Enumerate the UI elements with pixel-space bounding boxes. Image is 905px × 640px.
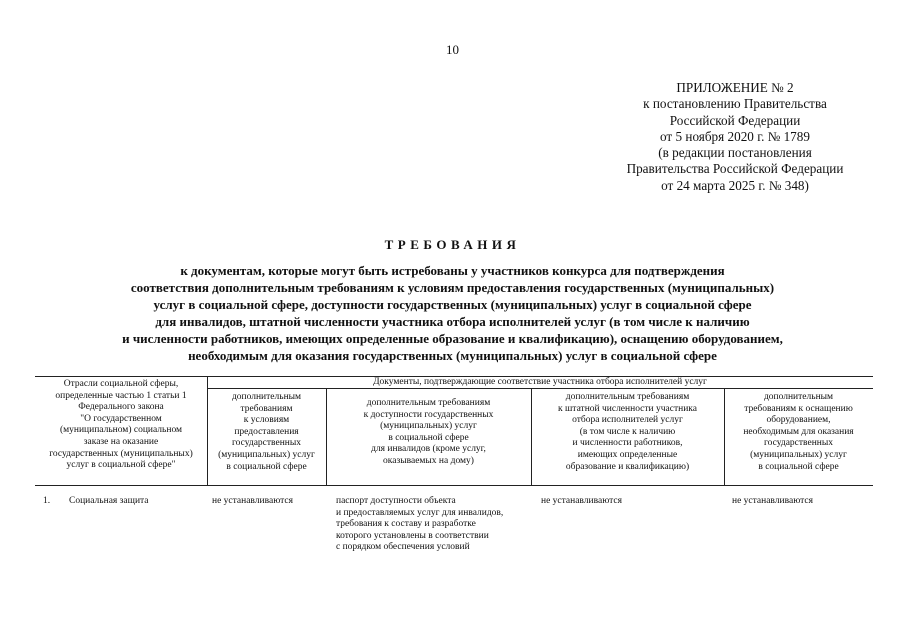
header-line: оборудованием, — [766, 415, 831, 426]
header-line: дополнительным требованиям — [366, 398, 491, 408]
row-accessibility-value — [336, 496, 503, 554]
appendix-line: от 24 марта 2025 г. № 348) — [661, 177, 809, 193]
header-line: государственных — [763, 438, 833, 449]
appendix-line: Правительства Российской Федерации — [626, 161, 844, 177]
header-sectors — [35, 379, 207, 472]
header-line: к условиям — [243, 415, 290, 426]
cell-line: и предоставляемых услуг для инвалидов, — [336, 507, 504, 518]
appendix-line: (в редакции постановления — [658, 145, 812, 161]
subtitle-line: соответствия дополнительным требованиям к условиям предоставления государственных (муниципальных) — [130, 280, 775, 295]
header-line: заказе на оказание — [83, 436, 159, 447]
subtitle-line: к документам, которые могут быть истребованы у участников конкурса для подтверждения — [180, 263, 725, 278]
header-line: отбора исполнителей услуг — [572, 415, 683, 426]
subtitle-line: для инвалидов, штатной численности участника отбора исполнителей услуг (в том числе к наличию — [155, 314, 750, 329]
header-line: необходимым для оказания — [743, 426, 854, 437]
header-line: предоставления — [234, 426, 299, 437]
header-line: дополнительным требованиям — [565, 392, 690, 402]
header-accessibility — [326, 398, 531, 468]
header-line: (муниципальных) услуг — [380, 421, 477, 432]
header-line: в социальной сфере — [758, 461, 839, 472]
document-subtitle — [40, 262, 865, 364]
row-conditions-value: не устанавливаются — [212, 496, 294, 506]
header-line: для инвалидов (кроме услуг, — [371, 444, 486, 455]
row-equipment-value: не устанавливаются — [732, 496, 814, 506]
row-number: 1. — [43, 496, 51, 506]
header-line: (муниципальных) услуг — [218, 449, 315, 460]
cell-line: требования к составу и разработке — [336, 519, 476, 530]
subtitle-line: необходимым для оказания государственных (муниципальных) услуг в социальной сфере — [188, 348, 717, 363]
requirements-table — [35, 376, 873, 486]
cell-line: с порядком обеспечения условий — [336, 542, 470, 553]
header-line: образование и квалификацию) — [565, 461, 690, 472]
header-conditions — [207, 392, 326, 473]
header-line: (в том числе к наличию — [579, 426, 676, 437]
page-number: 10 — [446, 42, 459, 57]
header-line: требованиям — [240, 403, 293, 414]
header-line: услуг в социальной сфере" — [66, 460, 176, 471]
appendix-block — [600, 80, 870, 194]
row-staff-value: не устанавливаются — [541, 496, 623, 506]
cell-line: которого установлены в соответствии — [336, 530, 489, 541]
header-line: оказываемых на дому) — [383, 455, 474, 466]
header-line: дополнительным — [231, 392, 302, 402]
header-line: дополнительным — [763, 392, 834, 402]
table-header-bottom-rule — [35, 485, 873, 486]
cell-line: паспорт доступности объекта — [336, 496, 456, 506]
header-line: к доступности государственных — [363, 409, 494, 420]
document-title: ТРЕБОВАНИЯ — [384, 237, 521, 252]
header-staff — [531, 392, 724, 473]
header-line: (муниципальных) услуг — [750, 449, 847, 460]
appendix-line: от 5 ноября 2020 г. № 1789 — [660, 128, 810, 144]
header-line: Федерального закона — [78, 402, 164, 413]
header-line: "О государственном — [80, 413, 162, 424]
header-line: в социальной сфере — [226, 461, 307, 472]
header-line: Отрасли социальной сферы, — [63, 379, 179, 389]
appendix-line: Российской Федерации — [669, 112, 801, 128]
header-line: государственных — [231, 438, 301, 449]
header-line: государственных (муниципальных) — [49, 448, 193, 459]
header-documents-group — [207, 377, 873, 389]
header-line: в социальной сфере — [388, 432, 469, 443]
header-equipment — [724, 392, 873, 473]
header-line: требованиям к оснащению — [744, 403, 853, 414]
row-sector: Социальная защита — [69, 496, 149, 506]
appendix-line: ПРИЛОЖЕНИЕ № 2 — [676, 80, 794, 95]
subtitle-line: услуг в социальной сфере, доступности государственных (муниципальных) услуг в социальной сфере — [153, 297, 752, 312]
subtitle-line: и численности работников, имеющих определенные образование и квалификацию), оснащению оборудованием, — [122, 331, 783, 346]
header-line: Документы, подтверждающие соответствие участника отбора исполнителей услуг — [373, 377, 707, 387]
header-line: (муниципальном) социальном — [59, 425, 183, 436]
appendix-line: к постановлению Правительства — [643, 96, 827, 112]
header-line: и численности работников, — [572, 438, 683, 449]
header-line: имеющих определенные — [577, 449, 678, 460]
header-line: к штатной численности участника — [558, 403, 697, 414]
header-line: определенные частью 1 статьи 1 — [55, 390, 187, 401]
